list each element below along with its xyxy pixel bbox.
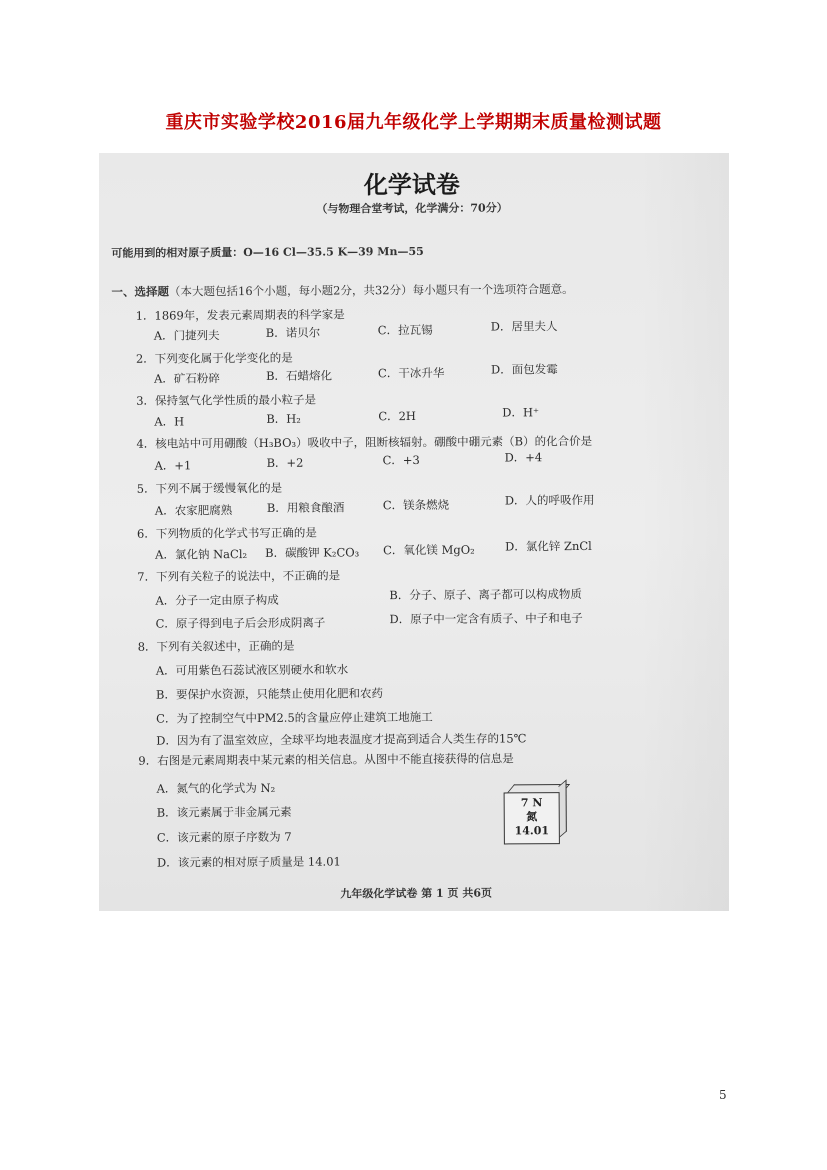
question-stem: 2．下列变化属于化学变化的是 bbox=[135, 350, 293, 366]
question-option: D．该元素的相对原子质量是 14.01 bbox=[156, 854, 341, 870]
element-card-nitrogen bbox=[504, 784, 564, 842]
question-option: A．氮气的化学式为 N₂ bbox=[156, 780, 276, 796]
page-number: 5 bbox=[719, 1088, 727, 1102]
question-option: C．拉瓦锡 bbox=[377, 322, 433, 338]
question-option: B．分子、原子、离子都可以构成物质 bbox=[389, 586, 582, 603]
document-title: 重庆市实验学校2016届九年级化学上学期期末质量检测试题 bbox=[165, 112, 662, 133]
exam-heading: 化学试卷 bbox=[363, 169, 460, 200]
question-option: A．分子一定由原子构成 bbox=[155, 592, 279, 608]
question-option: C．氧化镁 MgO₂ bbox=[383, 542, 475, 558]
question-option: C．2H bbox=[378, 408, 416, 424]
question-option: C．该元素的原子序数为 7 bbox=[156, 829, 292, 845]
question-option: B．+2 bbox=[266, 455, 304, 470]
atomic-masses: 可能用到的相对原子质量：O—16 Cl—35.5 K—39 Mn—55 bbox=[111, 244, 424, 260]
question-option: C．原子得到电子后会形成阴离子 bbox=[155, 615, 326, 631]
element-number-symbol: 7 N bbox=[520, 796, 543, 810]
question-option: A．农家肥腐熟 bbox=[154, 503, 233, 518]
question-stem: 8．下列有关叙述中，正确的是 bbox=[137, 638, 295, 654]
question-option: A．H bbox=[154, 414, 185, 429]
exam-note: （与物理合堂考试，化学满分：70分） bbox=[316, 201, 508, 216]
question-option: B．该元素属于非金属元素 bbox=[156, 804, 292, 820]
question-option: C．镁条燃烧 bbox=[382, 497, 450, 513]
exam-photo bbox=[99, 153, 729, 911]
question-stem: 4．核电站中可用硼酸（H₃BO₃）吸收中子，阻断核辐射。硼酸中硼元素（B）的化合价是 bbox=[136, 433, 593, 451]
question-stem: 6．下列物质的化学式书写正确的是 bbox=[136, 525, 317, 541]
question-option: D．面包发霉 bbox=[490, 362, 558, 377]
question-option: C．干冰升华 bbox=[377, 365, 445, 381]
question-option: B．要保护水资源，只能禁止使用化肥和农药 bbox=[155, 686, 383, 702]
question-option: D．H⁺ bbox=[502, 405, 540, 420]
section-title: 一、选择题 bbox=[111, 284, 170, 299]
question-option: D．原子中一定含有质子、中子和电子 bbox=[389, 610, 583, 627]
question-stem: 9．右图是元素周期表中某元素的相关信息。从图中不能直接获得的信息是 bbox=[138, 751, 514, 768]
question-option: C．为了控制空气中PM2.5的含量应停止建筑工地施工 bbox=[156, 709, 433, 726]
question-option: D．氯化锌 ZnCl bbox=[505, 538, 592, 554]
question-option: A．矿石粉碎 bbox=[154, 371, 220, 386]
section-heading bbox=[111, 281, 573, 300]
question-option: B．石蜡熔化 bbox=[266, 368, 333, 383]
question-option: B．碳酸钾 K₂CO₃ bbox=[265, 545, 360, 560]
element-mass: 14.01 bbox=[514, 824, 550, 838]
question-option: A．+1 bbox=[154, 458, 192, 473]
question-option: C．+3 bbox=[382, 452, 420, 468]
exam-paper bbox=[99, 153, 729, 911]
question-option: D．居里夫人 bbox=[490, 319, 558, 334]
section-description: （本大题包括16个小题，每小题2分，共32分）每小题只有一个选项符合题意。 bbox=[168, 282, 574, 299]
question-option: A．可用紫色石蕊试液区别硬水和软水 bbox=[155, 662, 349, 678]
question-option: D．因为有了温室效应，全球平均地表温度才提高到适合人类生存的15℃ bbox=[156, 731, 527, 748]
exam-footer: 九年级化学试卷 第 1 页 共6页 bbox=[340, 886, 493, 901]
element-card-face bbox=[504, 792, 560, 844]
element-name: 氮 bbox=[526, 810, 538, 824]
question-option: B．诺贝尔 bbox=[265, 325, 321, 340]
question-option: B．H₂ bbox=[266, 411, 301, 426]
question-option: D．人的呼吸作用 bbox=[504, 492, 595, 508]
question-stem: 3．保持氢气化学性质的最小粒子是 bbox=[136, 392, 317, 408]
question-option: D．+4 bbox=[504, 450, 543, 465]
question-option: A．氯化钠 NaCl₂ bbox=[155, 547, 248, 562]
question-stem: 5．下列不属于缓慢氧化的是 bbox=[136, 480, 283, 496]
question-stem: 1．1869年，发表元素周期表的科学家是 bbox=[135, 307, 345, 323]
question-option: B．用粮食酿酒 bbox=[266, 500, 345, 515]
question-stem: 7．下列有关粒子的说法中，不正确的是 bbox=[137, 568, 341, 584]
question-option: A．门捷列夫 bbox=[153, 328, 220, 343]
